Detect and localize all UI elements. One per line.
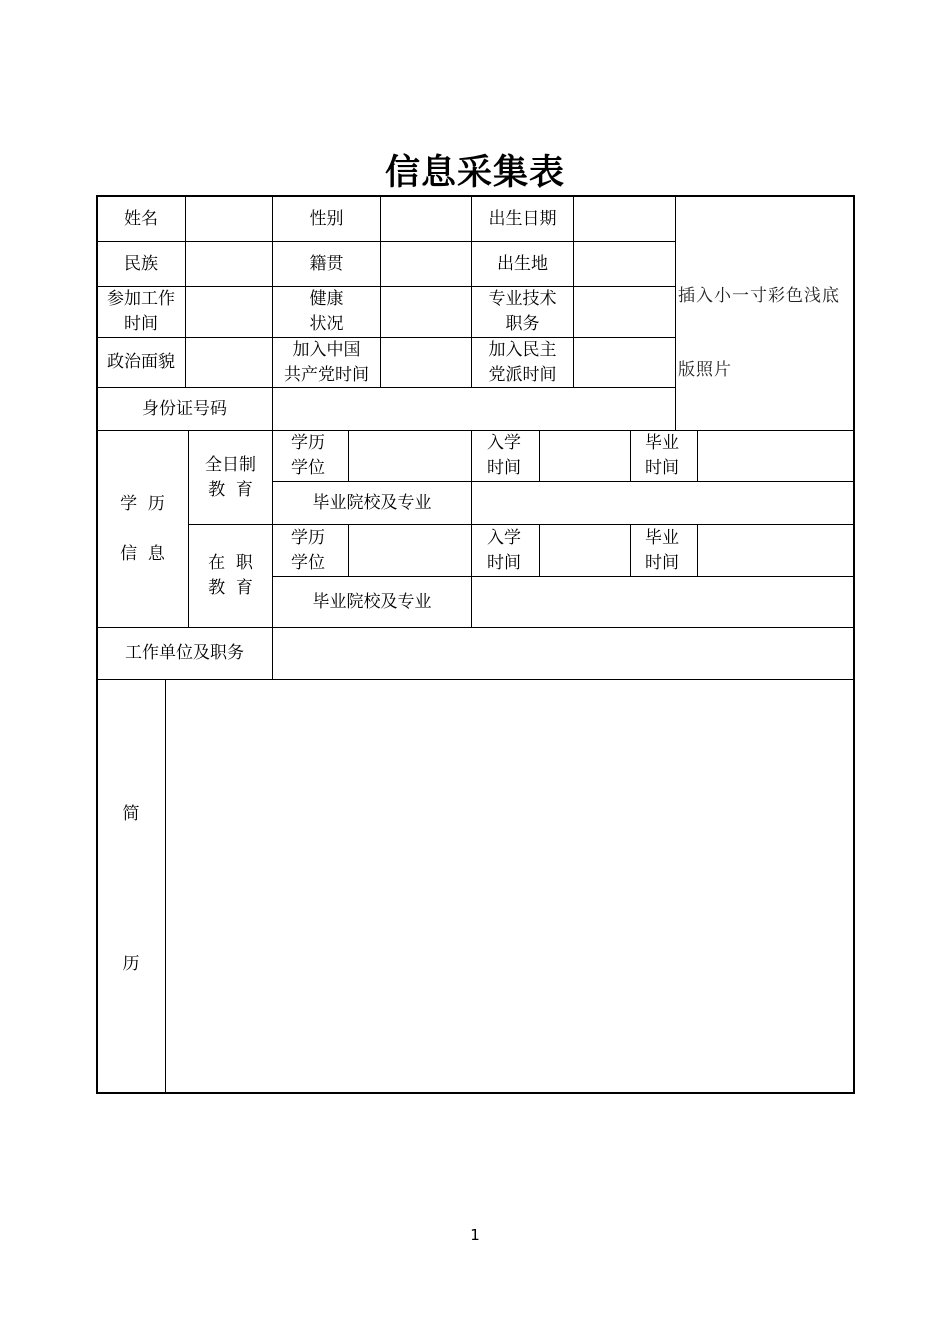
tech-title-field[interactable] bbox=[574, 287, 675, 337]
id-number-label: 身份证号码 bbox=[142, 398, 227, 419]
health-status-field[interactable] bbox=[381, 287, 471, 337]
resume-label-char1: 简 bbox=[122, 803, 140, 824]
fulltime-enroll-time-label: 入学 时间 bbox=[487, 433, 521, 478]
party-join-time-field[interactable] bbox=[574, 338, 675, 387]
page-number: 1 bbox=[470, 1226, 480, 1244]
party-join-time-label: 加入民主 党派时间 bbox=[488, 339, 557, 385]
political-status-label: 政治面貌 bbox=[107, 352, 175, 372]
native-place-field[interactable] bbox=[381, 242, 471, 286]
work-start-time-label: 参加工作 时间 bbox=[107, 289, 175, 334]
fulltime-degree-field[interactable] bbox=[349, 431, 471, 481]
gender-label: 性别 bbox=[309, 208, 344, 229]
work-unit-label: 工作单位及职务 bbox=[125, 643, 244, 663]
fulltime-school-major-label: 毕业院校及专业 bbox=[312, 492, 432, 513]
cpc-join-time-field[interactable] bbox=[381, 338, 471, 387]
inservice-grad-time-field[interactable] bbox=[698, 525, 853, 576]
fulltime-education-label: 全日制 教 育 bbox=[205, 454, 256, 500]
inservice-degree-field[interactable] bbox=[349, 525, 471, 576]
cpc-join-time-label: 加入中国 共产党时间 bbox=[284, 339, 369, 385]
name-label: 姓名 bbox=[124, 208, 158, 229]
work-start-time-field[interactable] bbox=[186, 287, 272, 337]
birthplace-label: 出生地 bbox=[497, 253, 548, 274]
birth-date-field[interactable] bbox=[574, 197, 675, 241]
photo-instruction-line1: 插入小一寸彩色浅底 bbox=[678, 286, 840, 306]
fulltime-degree-label: 学历 学位 bbox=[291, 433, 325, 478]
inservice-school-major-field[interactable] bbox=[472, 577, 853, 627]
work-unit-field[interactable] bbox=[273, 628, 853, 679]
form-title: 信息采集表 bbox=[384, 152, 565, 193]
health-status-label: 健康 状况 bbox=[309, 289, 344, 334]
resume-field[interactable] bbox=[166, 680, 853, 1092]
inservice-school-major-label: 毕业院校及专业 bbox=[312, 591, 432, 612]
resume-label-char2: 历 bbox=[122, 953, 140, 974]
political-status-field[interactable] bbox=[186, 338, 272, 387]
id-number-field[interactable] bbox=[273, 388, 675, 430]
inservice-grad-time-label: 毕业 时间 bbox=[645, 527, 679, 573]
ethnicity-field[interactable] bbox=[186, 242, 272, 286]
fulltime-grad-time-field[interactable] bbox=[698, 431, 853, 481]
birthplace-field[interactable] bbox=[574, 242, 675, 286]
inservice-enroll-time-field[interactable] bbox=[540, 525, 630, 576]
photo-box[interactable] bbox=[676, 197, 853, 430]
fulltime-enroll-time-field[interactable] bbox=[540, 431, 630, 481]
photo-instruction-line2: 版照片 bbox=[678, 360, 732, 380]
inservice-enroll-time-label: 入学 时间 bbox=[487, 527, 521, 573]
tech-title-label: 专业技术 职务 bbox=[488, 289, 557, 334]
native-place-label: 籍贯 bbox=[309, 253, 344, 274]
fulltime-grad-time-label: 毕业 时间 bbox=[645, 433, 679, 478]
education-info-label: 学 历 信 息 bbox=[120, 494, 165, 564]
birth-date-label: 出生日期 bbox=[488, 208, 557, 229]
name-field[interactable] bbox=[186, 197, 272, 241]
ethnicity-label: 民族 bbox=[124, 253, 158, 274]
gender-field[interactable] bbox=[381, 197, 471, 241]
inservice-degree-label: 学历 学位 bbox=[291, 527, 325, 573]
fulltime-school-major-field[interactable] bbox=[472, 482, 853, 524]
inservice-education-label: 在 职 教 育 bbox=[208, 553, 253, 598]
